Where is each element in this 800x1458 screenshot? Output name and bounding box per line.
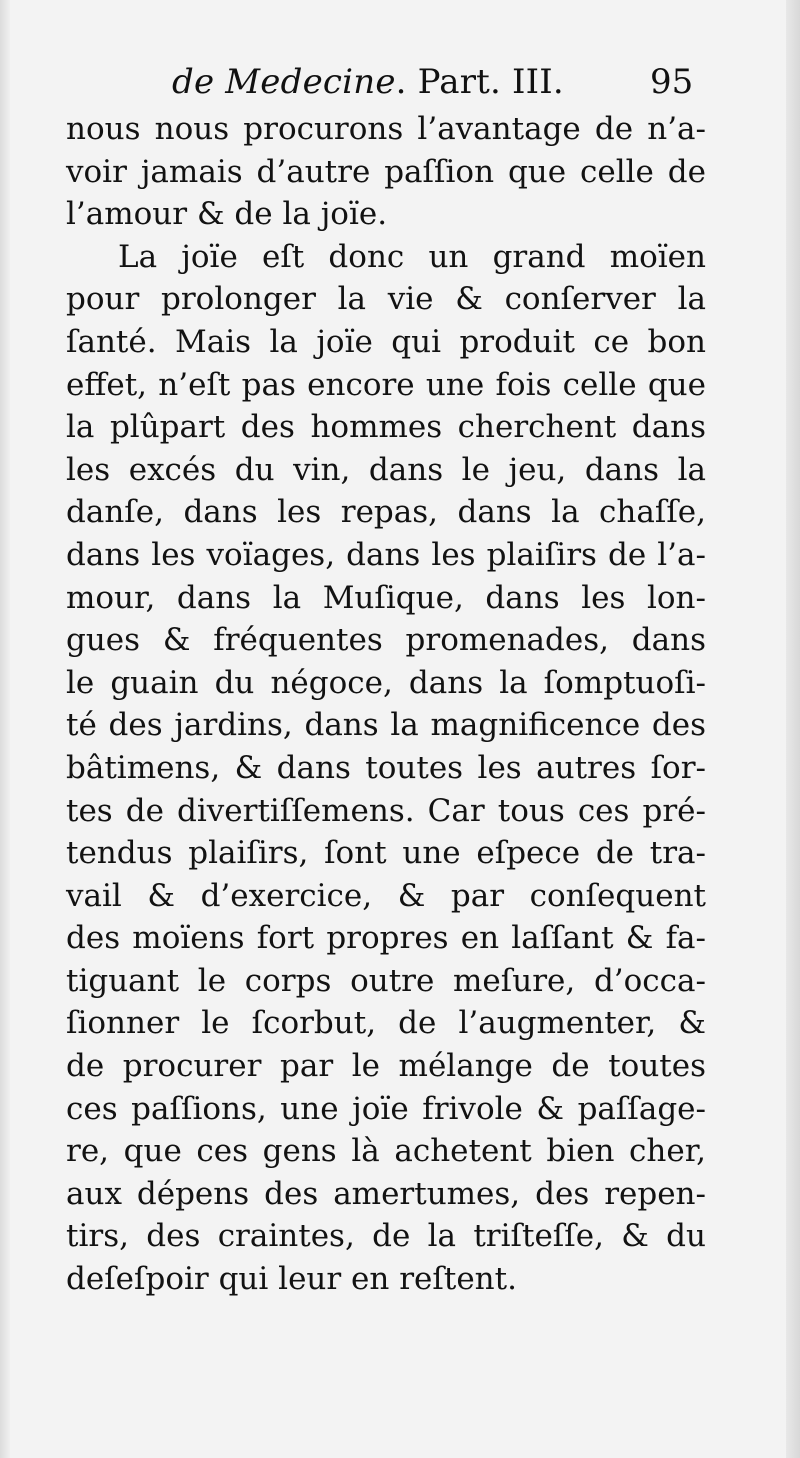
text-line: vail & d’exercice, & par conſequent (66, 877, 706, 914)
text-line: tendus plaiſirs, ſont une eſpece de tra- (66, 835, 706, 872)
page-number: 95 (650, 62, 694, 102)
text-line: dans les voïages, dans les plaiſirs de l’a- (66, 536, 706, 573)
text-line: re, que ces gens là achetent bien cher, (66, 1133, 706, 1170)
text-line: pour prolonger la vie & conſerver la (66, 281, 706, 318)
text-line: tirs, des craintes, de la triſteſſe, & du (66, 1218, 706, 1255)
text-line: tiguant le corps outre meſure, d’occa- (66, 962, 706, 999)
text-line: les excés du vin, dans le jeu, dans la (66, 451, 706, 488)
paragraph-last-line: deſeſpoir qui leur en reſtent. (66, 1261, 517, 1298)
text-line: l’amour & de la joïe. (66, 196, 388, 233)
text-line: mour, dans la Muſique, dans les lon- (66, 579, 706, 616)
page-left-edge (0, 0, 10, 1458)
text-line: aux dépens des amertumes, des repen- (66, 1175, 706, 1212)
page-right-edge (786, 0, 800, 1458)
text-line: nous nous procurons l’avantage de n’a- (66, 111, 706, 147)
text-line: le guain du négoce, dans la ſomptuoſi- (66, 664, 706, 701)
text-line: la plûpart des hommes cherchent dans (66, 409, 706, 446)
running-head-part: . Part. III. (395, 62, 564, 102)
text-line: tes de divertiſſemens. Car tous ces pré- (66, 792, 706, 829)
text-line: té des jardins, dans la magnificence des (66, 707, 706, 744)
text-line: bâtimens, & dans toutes les autres ſor- (66, 749, 706, 786)
text-line: de procurer par le mélange de toutes (66, 1048, 706, 1085)
text-line: gues & fréquentes promenades, dans (66, 622, 706, 659)
text-line: voir jamais d’autre paſſion que celle de (66, 153, 706, 190)
paragraph-first-line: La joïe eſt donc un grand moïen (118, 238, 706, 275)
text-line: ces paſſions, une joïe frivole & paſſage- (66, 1090, 706, 1127)
body-text (66, 108, 706, 1301)
text-line: ſionner le ſcorbut, de l’augmenter, & (66, 1005, 706, 1042)
text-line: danſe, dans les repas, dans la chaſſe, (66, 494, 706, 531)
text-line: effet, n’eſt pas encore une fois celle que (66, 366, 706, 403)
running-head (172, 62, 564, 102)
running-head-title: de Medecine (172, 62, 396, 102)
text-line: ſanté. Mais la joïe qui produit ce bon (66, 323, 706, 360)
text-line: des moïens fort propres en laſſant & fa- (66, 920, 706, 957)
